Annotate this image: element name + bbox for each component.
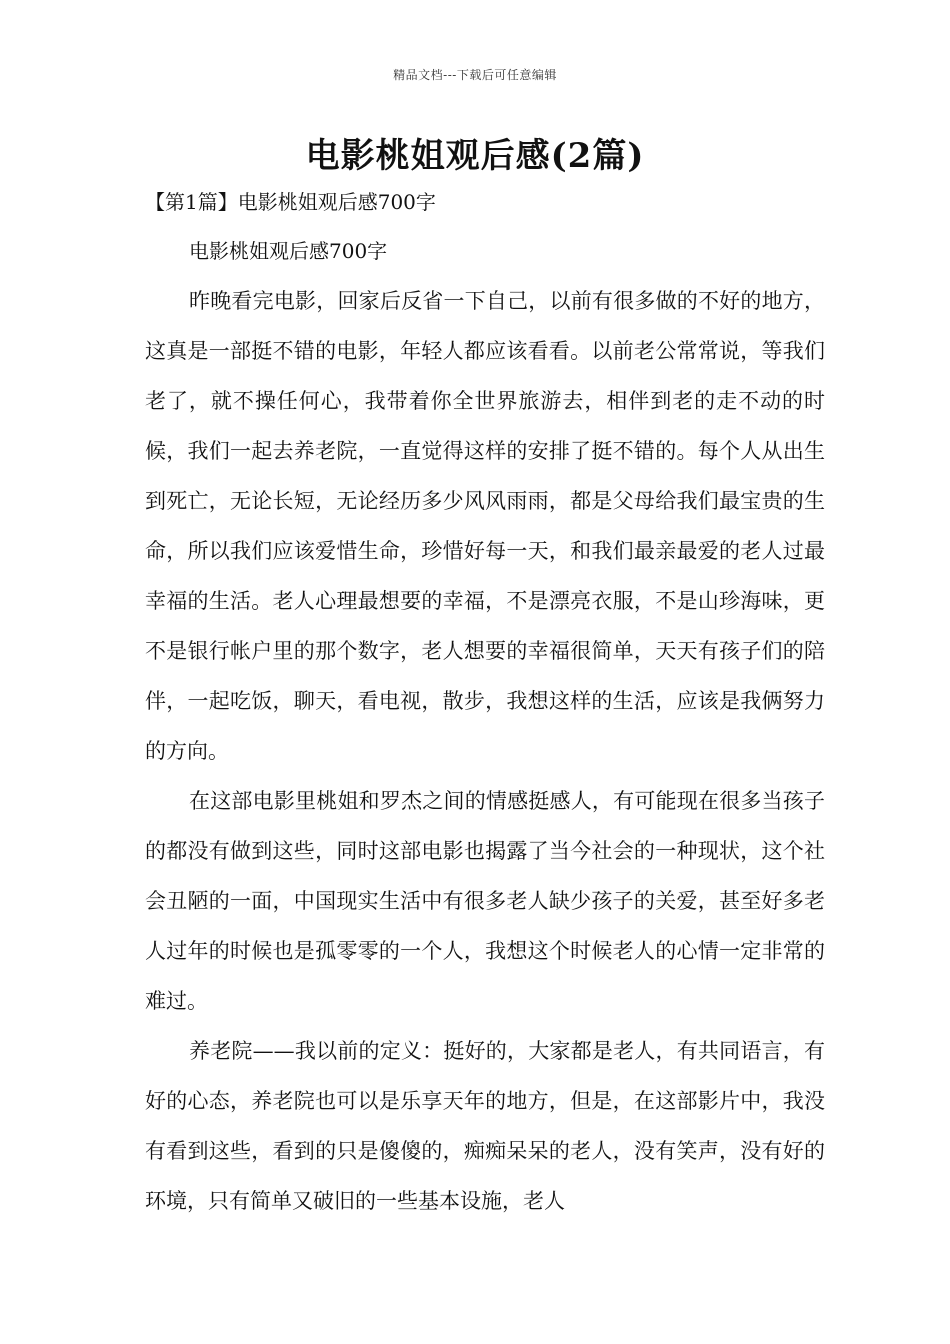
section-heading: 【第1篇】电影桃姐观后感700字 [145,190,436,214]
paragraph: 昨晚看完电影，回家后反省一下自己，以前有很多做的不好的地方，这真是一部挺不错的电影，年轻人都应该看看。以前老公常常说，等我们老了，就不操任何心，我带着你全世界旅游去，相伴到老的走不动的时候，我们一起去养老院，一直觉得这样的安排了挺不错的。每个人从出生到死亡，无论长短，无论经历多少风风雨雨，都是父母给我们最宝贵的生命，所以我们应该爱惜生命，珍惜好每一天，和我们最亲最爱的老人过最幸福的生活。老人心理最想要的幸福，不是漂亮衣服，不是山珍海味，更不是银行帐户里的那个数字，老人想要的幸福很简单，天天有孩子们的陪伴，一起吃饭，聊天，看电视，散步，我想这样的生活，应该是我俩努力的方向。 [145,289,825,763]
page-header-note: 精品文档---下载后可任意编辑 [393,68,557,82]
paragraph: 在这部电影里桃姐和罗杰之间的情感挺感人，有可能现在很多当孩子的都没有做到这些，同时这部电影也揭露了当今社会的一种现状，这个社会丑陋的一面，中国现实生活中有很多老人缺少孩子的关爱，甚至好多老人过年的时候也是孤零零的一个人，我想这个时候老人的心情一定非常的难过。 [145,789,825,1013]
document-title: 电影桃姐观后感(2篇) [305,136,645,176]
paragraph: 养老院——我以前的定义：挺好的，大家都是老人，有共同语言，有好的心态，养老院也可以是乐享天年的地方，但是，在这部影片中，我没有看到这些，看到的只是傻傻的，痴痴呆呆的老人，没有笑声，没有好的环境，只有简单又破旧的一些基本设施，老人 [145,1039,825,1213]
document-body [145,226,825,1226]
article-subtitle: 电影桃姐观后感700字 [189,239,388,263]
